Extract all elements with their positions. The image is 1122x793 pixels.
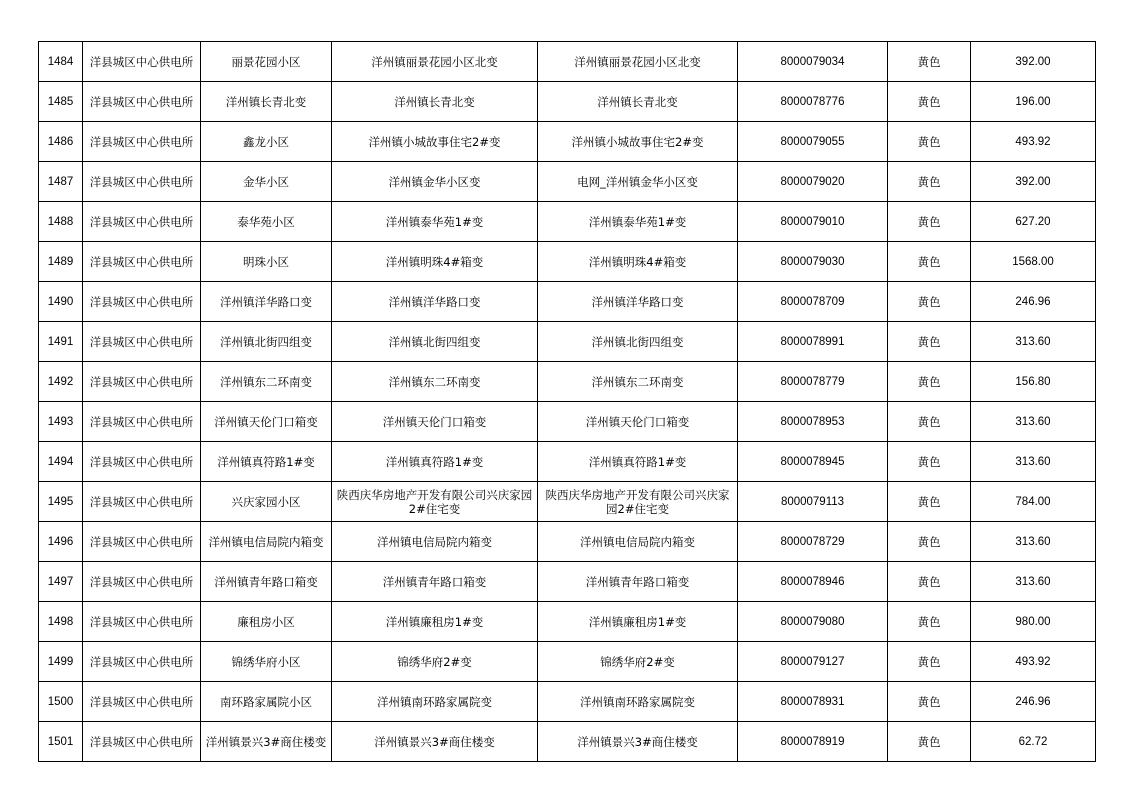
code-cell: 8000078931 bbox=[738, 682, 888, 722]
office-cell: 洋县城区中心供电所 bbox=[83, 602, 201, 642]
color-cell: 黄色 bbox=[888, 442, 971, 482]
row-number-cell: 1495 bbox=[39, 482, 83, 522]
code-cell: 8000078709 bbox=[738, 282, 888, 322]
code-cell: 8000078946 bbox=[738, 562, 888, 602]
color-cell: 黄色 bbox=[888, 562, 971, 602]
table-body bbox=[39, 42, 1096, 762]
table-row bbox=[39, 122, 1096, 162]
area-cell: 金华小区 bbox=[201, 162, 332, 202]
color-cell: 黄色 bbox=[888, 722, 971, 762]
office-cell: 洋县城区中心供电所 bbox=[83, 202, 201, 242]
table-row bbox=[39, 322, 1096, 362]
table-row bbox=[39, 282, 1096, 322]
station-cell: 陕西庆华房地产开发有限公司兴庆家园2#住宅变 bbox=[332, 482, 538, 522]
color-cell: 黄色 bbox=[888, 482, 971, 522]
office-cell: 洋县城区中心供电所 bbox=[83, 282, 201, 322]
row-number-cell: 1484 bbox=[39, 42, 83, 82]
table-row bbox=[39, 82, 1096, 122]
value-cell: 313.60 bbox=[971, 442, 1096, 482]
office-cell: 洋县城区中心供电所 bbox=[83, 482, 201, 522]
value-cell: 313.60 bbox=[971, 402, 1096, 442]
asset-cell: 洋州镇景兴3#商住楼变 bbox=[538, 722, 738, 762]
office-cell: 洋县城区中心供电所 bbox=[83, 722, 201, 762]
station-cell: 洋州镇东二环南变 bbox=[332, 362, 538, 402]
office-cell: 洋县城区中心供电所 bbox=[83, 642, 201, 682]
table-row bbox=[39, 682, 1096, 722]
color-cell: 黄色 bbox=[888, 282, 971, 322]
value-cell: 62.72 bbox=[971, 722, 1096, 762]
value-cell: 196.00 bbox=[971, 82, 1096, 122]
station-cell: 洋州镇金华小区变 bbox=[332, 162, 538, 202]
asset-cell: 洋州镇南环路家属院变 bbox=[538, 682, 738, 722]
table-row bbox=[39, 202, 1096, 242]
table-row bbox=[39, 242, 1096, 282]
asset-cell: 锦绣华府2#变 bbox=[538, 642, 738, 682]
area-cell: 洋州镇真符路1#变 bbox=[201, 442, 332, 482]
area-cell: 兴庆家园小区 bbox=[201, 482, 332, 522]
table-row bbox=[39, 362, 1096, 402]
color-cell: 黄色 bbox=[888, 82, 971, 122]
row-number-cell: 1494 bbox=[39, 442, 83, 482]
office-cell: 洋县城区中心供电所 bbox=[83, 242, 201, 282]
asset-cell: 洋州镇长青北变 bbox=[538, 82, 738, 122]
table-row bbox=[39, 722, 1096, 762]
code-cell: 8000078776 bbox=[738, 82, 888, 122]
area-cell: 洋州镇青年路口箱变 bbox=[201, 562, 332, 602]
table-row bbox=[39, 522, 1096, 562]
asset-cell: 洋州镇丽景花园小区北变 bbox=[538, 42, 738, 82]
area-cell: 南环路家属院小区 bbox=[201, 682, 332, 722]
office-cell: 洋县城区中心供电所 bbox=[83, 402, 201, 442]
area-cell: 明珠小区 bbox=[201, 242, 332, 282]
station-cell: 洋州镇泰华苑1#变 bbox=[332, 202, 538, 242]
data-table bbox=[38, 41, 1096, 762]
area-cell: 锦绣华府小区 bbox=[201, 642, 332, 682]
station-cell: 洋州镇青年路口箱变 bbox=[332, 562, 538, 602]
office-cell: 洋县城区中心供电所 bbox=[83, 442, 201, 482]
area-cell: 泰华苑小区 bbox=[201, 202, 332, 242]
station-cell: 洋州镇真符路1#变 bbox=[332, 442, 538, 482]
value-cell: 1568.00 bbox=[971, 242, 1096, 282]
value-cell: 493.92 bbox=[971, 642, 1096, 682]
area-cell: 鑫龙小区 bbox=[201, 122, 332, 162]
office-cell: 洋县城区中心供电所 bbox=[83, 82, 201, 122]
station-cell: 洋州镇丽景花园小区北变 bbox=[332, 42, 538, 82]
area-cell: 丽景花园小区 bbox=[201, 42, 332, 82]
row-number-cell: 1485 bbox=[39, 82, 83, 122]
area-cell: 洋州镇长青北变 bbox=[201, 82, 332, 122]
asset-cell: 洋州镇廉租房1#变 bbox=[538, 602, 738, 642]
station-cell: 洋州镇南环路家属院变 bbox=[332, 682, 538, 722]
color-cell: 黄色 bbox=[888, 202, 971, 242]
row-number-cell: 1487 bbox=[39, 162, 83, 202]
station-cell: 洋州镇洋华路口变 bbox=[332, 282, 538, 322]
code-cell: 8000079020 bbox=[738, 162, 888, 202]
code-cell: 8000079034 bbox=[738, 42, 888, 82]
code-cell: 8000078953 bbox=[738, 402, 888, 442]
asset-cell: 洋州镇泰华苑1#变 bbox=[538, 202, 738, 242]
code-cell: 8000079055 bbox=[738, 122, 888, 162]
value-cell: 246.96 bbox=[971, 682, 1096, 722]
station-cell: 洋州镇小城故事住宅2#变 bbox=[332, 122, 538, 162]
color-cell: 黄色 bbox=[888, 402, 971, 442]
office-cell: 洋县城区中心供电所 bbox=[83, 362, 201, 402]
code-cell: 8000078919 bbox=[738, 722, 888, 762]
station-cell: 洋州镇电信局院内箱变 bbox=[332, 522, 538, 562]
row-number-cell: 1500 bbox=[39, 682, 83, 722]
row-number-cell: 1501 bbox=[39, 722, 83, 762]
table-row bbox=[39, 602, 1096, 642]
station-cell: 洋州镇天伦门口箱变 bbox=[332, 402, 538, 442]
asset-cell: 洋州镇明珠4#箱变 bbox=[538, 242, 738, 282]
table-row bbox=[39, 562, 1096, 602]
color-cell: 黄色 bbox=[888, 162, 971, 202]
area-cell: 洋州镇天伦门口箱变 bbox=[201, 402, 332, 442]
color-cell: 黄色 bbox=[888, 242, 971, 282]
asset-cell: 洋州镇北街四组变 bbox=[538, 322, 738, 362]
color-cell: 黄色 bbox=[888, 122, 971, 162]
office-cell: 洋县城区中心供电所 bbox=[83, 42, 201, 82]
area-cell: 廉租房小区 bbox=[201, 602, 332, 642]
value-cell: 627.20 bbox=[971, 202, 1096, 242]
color-cell: 黄色 bbox=[888, 682, 971, 722]
asset-cell: 洋州镇电信局院内箱变 bbox=[538, 522, 738, 562]
asset-cell: 洋州镇小城故事住宅2#变 bbox=[538, 122, 738, 162]
row-number-cell: 1490 bbox=[39, 282, 83, 322]
code-cell: 8000079030 bbox=[738, 242, 888, 282]
station-cell: 洋州镇长青北变 bbox=[332, 82, 538, 122]
office-cell: 洋县城区中心供电所 bbox=[83, 322, 201, 362]
office-cell: 洋县城区中心供电所 bbox=[83, 122, 201, 162]
table-row bbox=[39, 402, 1096, 442]
value-cell: 246.96 bbox=[971, 282, 1096, 322]
value-cell: 980.00 bbox=[971, 602, 1096, 642]
table-row bbox=[39, 642, 1096, 682]
asset-cell: 洋州镇青年路口箱变 bbox=[538, 562, 738, 602]
station-cell: 洋州镇明珠4#箱变 bbox=[332, 242, 538, 282]
code-cell: 8000079080 bbox=[738, 602, 888, 642]
row-number-cell: 1492 bbox=[39, 362, 83, 402]
row-number-cell: 1489 bbox=[39, 242, 83, 282]
table-row bbox=[39, 42, 1096, 82]
office-cell: 洋县城区中心供电所 bbox=[83, 682, 201, 722]
value-cell: 313.60 bbox=[971, 562, 1096, 602]
value-cell: 392.00 bbox=[971, 42, 1096, 82]
area-cell: 洋州镇北街四组变 bbox=[201, 322, 332, 362]
code-cell: 8000079113 bbox=[738, 482, 888, 522]
value-cell: 156.80 bbox=[971, 362, 1096, 402]
area-cell: 洋州镇电信局院内箱变 bbox=[201, 522, 332, 562]
color-cell: 黄色 bbox=[888, 602, 971, 642]
office-cell: 洋县城区中心供电所 bbox=[83, 522, 201, 562]
color-cell: 黄色 bbox=[888, 322, 971, 362]
code-cell: 8000078729 bbox=[738, 522, 888, 562]
row-number-cell: 1496 bbox=[39, 522, 83, 562]
area-cell: 洋州镇洋华路口变 bbox=[201, 282, 332, 322]
code-cell: 8000078945 bbox=[738, 442, 888, 482]
value-cell: 493.92 bbox=[971, 122, 1096, 162]
asset-cell: 电网_洋州镇金华小区变 bbox=[538, 162, 738, 202]
asset-cell: 洋州镇东二环南变 bbox=[538, 362, 738, 402]
color-cell: 黄色 bbox=[888, 642, 971, 682]
asset-cell: 洋州镇洋华路口变 bbox=[538, 282, 738, 322]
value-cell: 784.00 bbox=[971, 482, 1096, 522]
code-cell: 8000079010 bbox=[738, 202, 888, 242]
office-cell: 洋县城区中心供电所 bbox=[83, 562, 201, 602]
area-cell: 洋州镇景兴3#商住楼变 bbox=[201, 722, 332, 762]
table-row bbox=[39, 482, 1096, 522]
code-cell: 8000078991 bbox=[738, 322, 888, 362]
color-cell: 黄色 bbox=[888, 522, 971, 562]
table-row bbox=[39, 162, 1096, 202]
row-number-cell: 1488 bbox=[39, 202, 83, 242]
row-number-cell: 1491 bbox=[39, 322, 83, 362]
area-cell: 洋州镇东二环南变 bbox=[201, 362, 332, 402]
code-cell: 8000079127 bbox=[738, 642, 888, 682]
station-cell: 锦绣华府2#变 bbox=[332, 642, 538, 682]
value-cell: 313.60 bbox=[971, 322, 1096, 362]
row-number-cell: 1497 bbox=[39, 562, 83, 602]
row-number-cell: 1499 bbox=[39, 642, 83, 682]
station-cell: 洋州镇廉租房1#变 bbox=[332, 602, 538, 642]
asset-cell: 洋州镇天伦门口箱变 bbox=[538, 402, 738, 442]
value-cell: 313.60 bbox=[971, 522, 1096, 562]
office-cell: 洋县城区中心供电所 bbox=[83, 162, 201, 202]
row-number-cell: 1486 bbox=[39, 122, 83, 162]
asset-cell: 洋州镇真符路1#变 bbox=[538, 442, 738, 482]
color-cell: 黄色 bbox=[888, 42, 971, 82]
color-cell: 黄色 bbox=[888, 362, 971, 402]
station-cell: 洋州镇北街四组变 bbox=[332, 322, 538, 362]
table-row bbox=[39, 442, 1096, 482]
station-cell: 洋州镇景兴3#商住楼变 bbox=[332, 722, 538, 762]
row-number-cell: 1498 bbox=[39, 602, 83, 642]
row-number-cell: 1493 bbox=[39, 402, 83, 442]
value-cell: 392.00 bbox=[971, 162, 1096, 202]
code-cell: 8000078779 bbox=[738, 362, 888, 402]
asset-cell: 陕西庆华房地产开发有限公司兴庆家园2#住宅变 bbox=[538, 482, 738, 522]
